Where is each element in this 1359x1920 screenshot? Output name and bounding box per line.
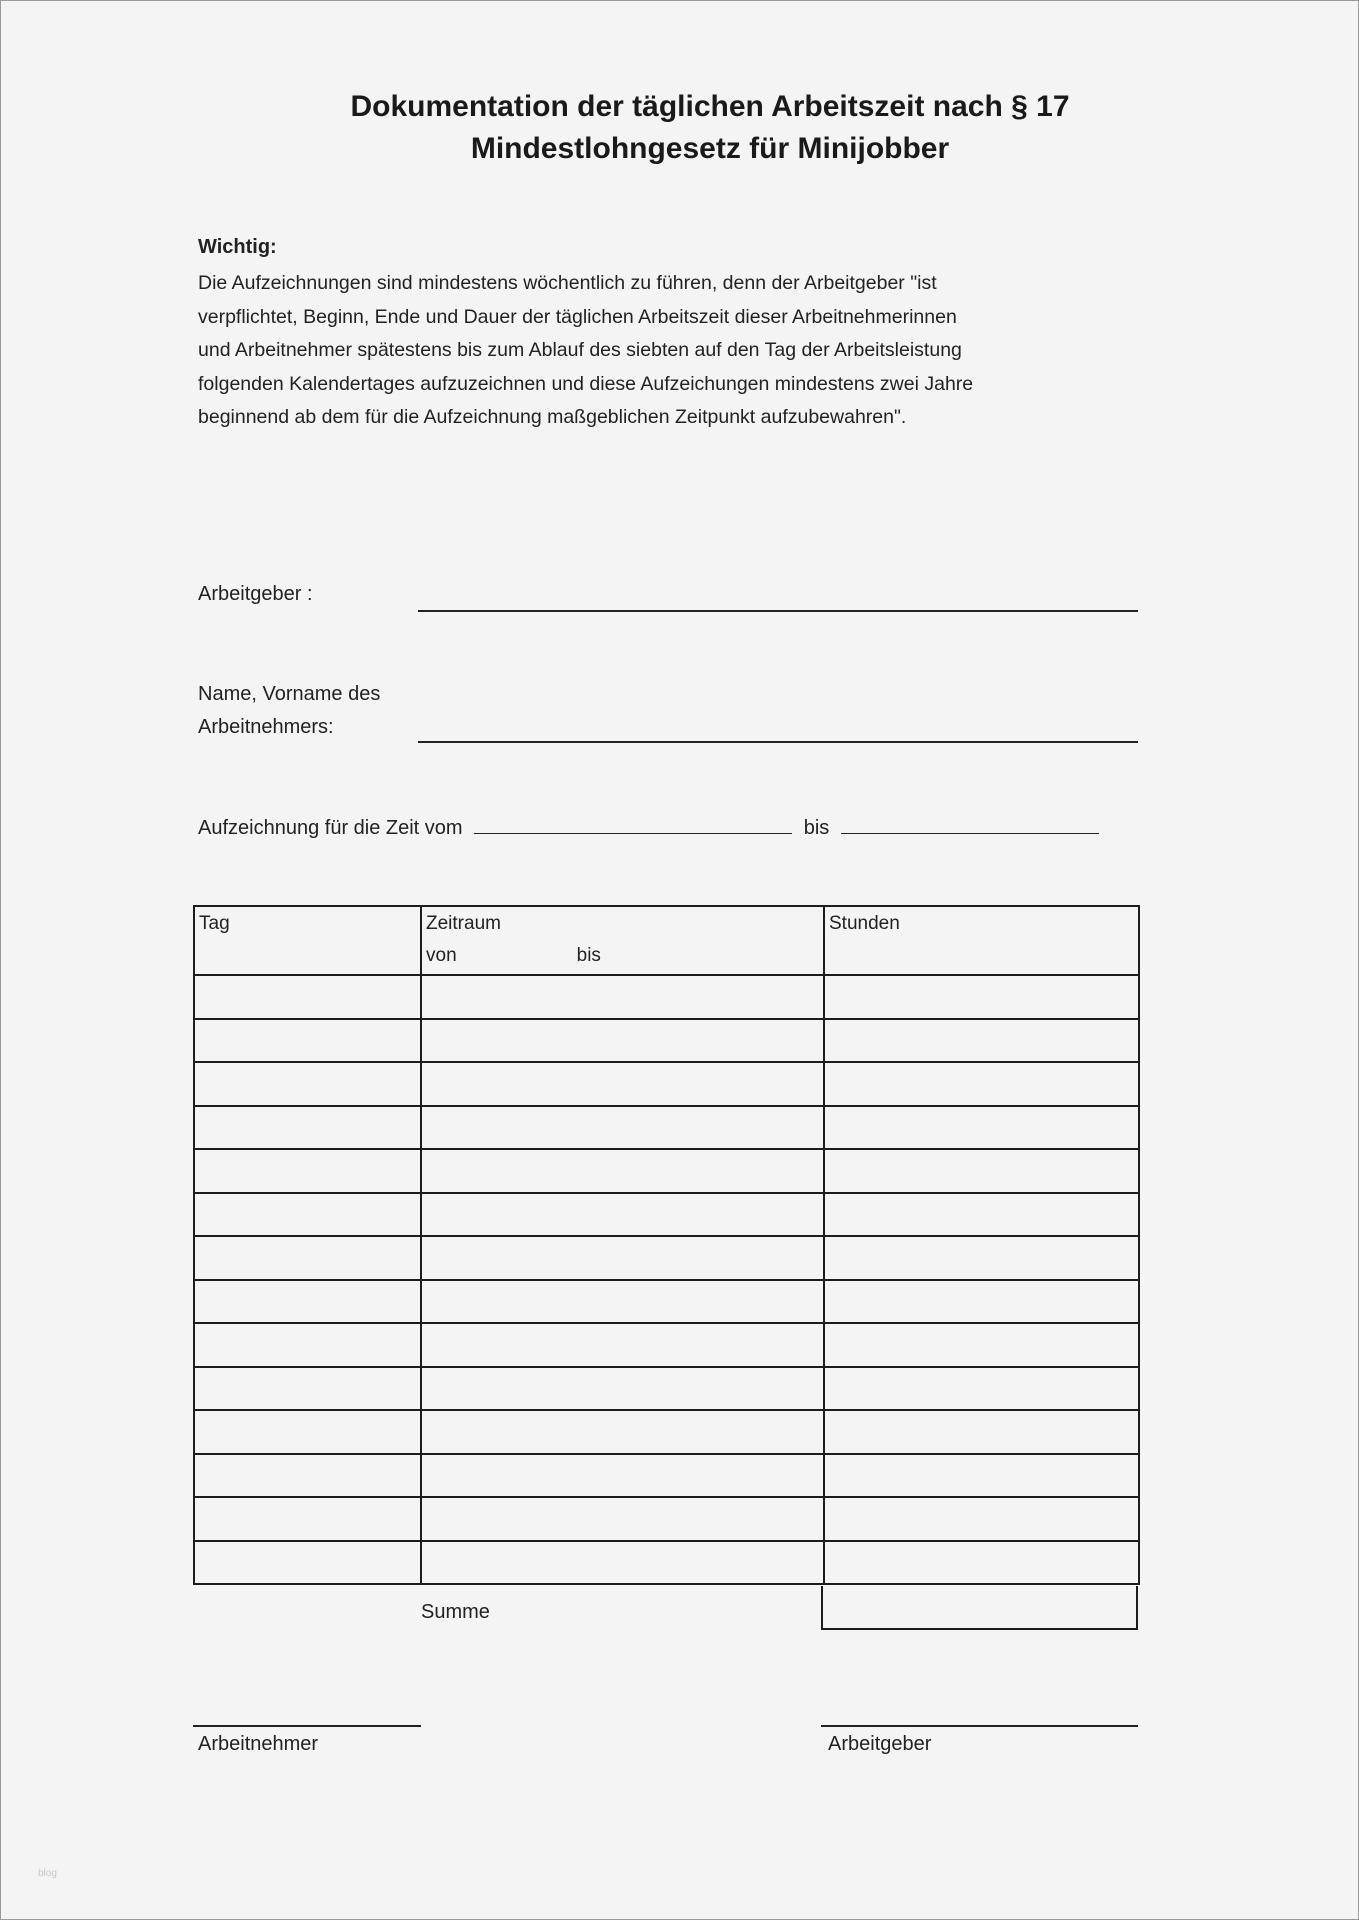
table-row bbox=[194, 1236, 1139, 1280]
notice-line: beginnend ab dem für die Aufzeichnung maßgeblichen Zeitpunkt aufzubewahren". bbox=[198, 406, 907, 428]
day-cell[interactable] bbox=[194, 1410, 421, 1454]
table-row bbox=[194, 1149, 1139, 1193]
table-row bbox=[194, 975, 1139, 1019]
employee-label-line-2: Arbeitnehmers: bbox=[198, 716, 334, 738]
sum-cell[interactable] bbox=[821, 1586, 1138, 1630]
hours-cell[interactable] bbox=[824, 1193, 1139, 1237]
day-cell[interactable] bbox=[194, 1193, 421, 1237]
table-row bbox=[194, 1062, 1139, 1106]
hours-cell[interactable] bbox=[824, 1062, 1139, 1106]
period-cell[interactable] bbox=[421, 1149, 824, 1193]
header-period-to: bis bbox=[576, 945, 601, 966]
table-row bbox=[194, 1367, 1139, 1411]
notice-line: und Arbeitnehmer spätestens bis zum Ablauf des siebten auf den Tag der Arbeitsleistung bbox=[198, 339, 962, 361]
table-row bbox=[194, 1454, 1139, 1498]
notice-heading: Wichtig: bbox=[198, 236, 277, 258]
day-cell[interactable] bbox=[194, 1323, 421, 1367]
period-cell[interactable] bbox=[421, 1019, 824, 1063]
notice-body bbox=[198, 267, 1138, 435]
time-table bbox=[193, 905, 1140, 1585]
title-line-2: Mindestlohngesetz für Minijobber bbox=[470, 132, 950, 165]
period-row bbox=[198, 813, 1099, 840]
hours-cell[interactable] bbox=[824, 1019, 1139, 1063]
table-row bbox=[194, 1410, 1139, 1454]
sum-label: Summe bbox=[421, 1601, 490, 1623]
header-period-from: von bbox=[426, 945, 457, 966]
table-row bbox=[194, 1193, 1139, 1237]
employer-field-line[interactable] bbox=[418, 610, 1138, 612]
day-cell[interactable] bbox=[194, 1149, 421, 1193]
table-row bbox=[194, 1323, 1139, 1367]
notice-line: verpflichtet, Beginn, Ende und Dauer der täglichen Arbeitszeit dieser Arbeitnehmerinnen bbox=[198, 305, 957, 328]
period-cell[interactable] bbox=[421, 1236, 824, 1280]
employee-label-line-1: Name, Vorname des bbox=[198, 683, 381, 705]
header-hours: Stunden bbox=[824, 906, 1139, 975]
employer-signature-line[interactable] bbox=[821, 1725, 1138, 1727]
period-cell[interactable] bbox=[421, 1323, 824, 1367]
day-cell[interactable] bbox=[194, 1062, 421, 1106]
period-cell[interactable] bbox=[421, 1410, 824, 1454]
period-cell[interactable] bbox=[421, 1106, 824, 1150]
header-day: Tag bbox=[194, 906, 421, 975]
table-body bbox=[194, 975, 1139, 1584]
period-from-blank[interactable] bbox=[474, 813, 792, 834]
day-cell[interactable] bbox=[194, 1280, 421, 1324]
notice-line: Die Aufzeichnungen sind mindestens wöchentlich zu führen, denn der Arbeitgeber "ist bbox=[198, 272, 937, 294]
hours-cell[interactable] bbox=[824, 1323, 1139, 1367]
period-to-blank[interactable] bbox=[841, 813, 1099, 834]
day-cell[interactable] bbox=[194, 1106, 421, 1150]
period-cell[interactable] bbox=[421, 1497, 824, 1541]
table-row bbox=[194, 1280, 1139, 1324]
period-cell[interactable] bbox=[421, 1062, 824, 1106]
table-row bbox=[194, 1019, 1139, 1063]
day-cell[interactable] bbox=[194, 1367, 421, 1411]
hours-cell[interactable] bbox=[824, 1454, 1139, 1498]
day-cell[interactable] bbox=[194, 1497, 421, 1541]
hours-cell[interactable] bbox=[824, 1149, 1139, 1193]
hours-cell[interactable] bbox=[824, 1280, 1139, 1324]
hours-cell[interactable] bbox=[824, 975, 1139, 1019]
notice-line: folgenden Kalendertages aufzuzeichnen und diese Aufzeichungen mindestens zwei Jahre bbox=[198, 372, 974, 395]
period-cell[interactable] bbox=[421, 1193, 824, 1237]
employee-signature-label: Arbeitnehmer bbox=[198, 1733, 319, 1755]
hours-cell[interactable] bbox=[824, 1497, 1139, 1541]
employee-signature-line[interactable] bbox=[193, 1725, 421, 1727]
hours-cell[interactable] bbox=[824, 1106, 1139, 1150]
hours-cell[interactable] bbox=[824, 1367, 1139, 1411]
hours-cell[interactable] bbox=[824, 1410, 1139, 1454]
period-cell[interactable] bbox=[421, 975, 824, 1019]
hours-cell[interactable] bbox=[824, 1236, 1139, 1280]
title-line-1: Dokumentation der täglichen Arbeitszeit nach § 17 bbox=[350, 90, 1070, 123]
period-cell[interactable] bbox=[421, 1367, 824, 1411]
employer-label: Arbeitgeber : bbox=[198, 583, 313, 605]
day-cell[interactable] bbox=[194, 1236, 421, 1280]
header-period-sub bbox=[426, 945, 819, 967]
period-cell[interactable] bbox=[421, 1454, 824, 1498]
header-period bbox=[421, 906, 824, 975]
table-row bbox=[194, 1106, 1139, 1150]
day-cell[interactable] bbox=[194, 1541, 421, 1585]
day-cell[interactable] bbox=[194, 1454, 421, 1498]
period-label: Aufzeichnung für die Zeit vom bbox=[198, 817, 463, 839]
period-cell[interactable] bbox=[421, 1280, 824, 1324]
period-to-label: bis bbox=[803, 817, 830, 839]
employer-signature-label: Arbeitgeber bbox=[828, 1733, 932, 1755]
table-row bbox=[194, 1541, 1139, 1585]
hours-cell[interactable] bbox=[824, 1541, 1139, 1585]
header-period-label: Zeitraum bbox=[426, 913, 501, 934]
table-row bbox=[194, 1497, 1139, 1541]
day-cell[interactable] bbox=[194, 975, 421, 1019]
day-cell[interactable] bbox=[194, 1019, 421, 1063]
watermark: blog bbox=[38, 1868, 57, 1879]
employee-field-line[interactable] bbox=[418, 741, 1138, 743]
document-title bbox=[160, 86, 1260, 170]
period-cell[interactable] bbox=[421, 1541, 824, 1585]
table-header-row bbox=[194, 906, 1139, 975]
